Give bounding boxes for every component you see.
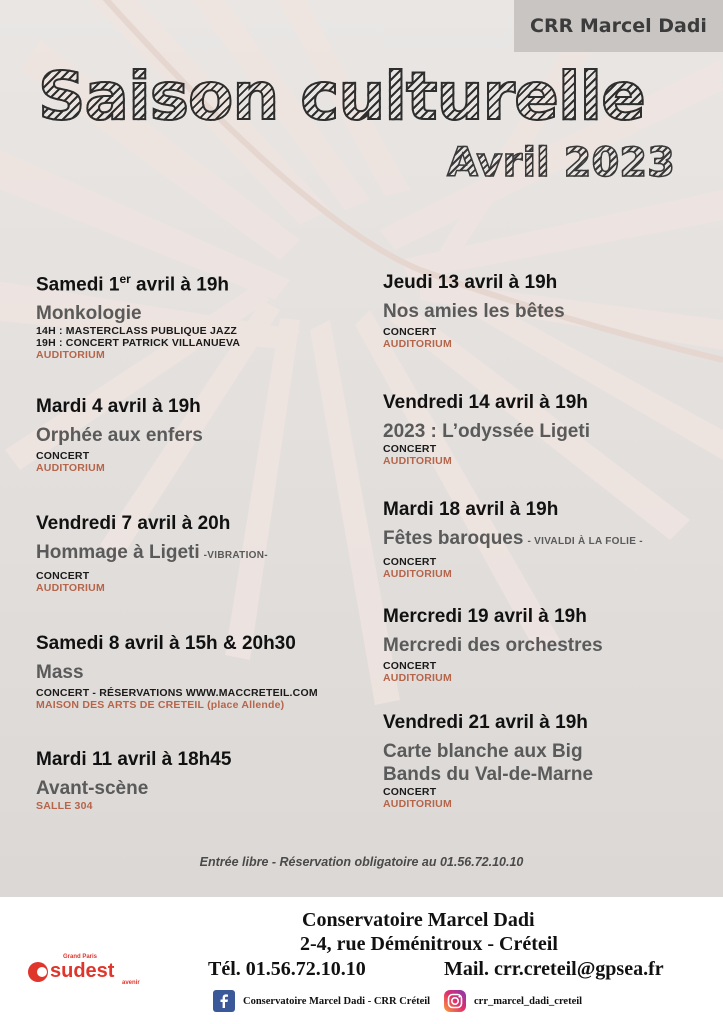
event-fetes-baroques (383, 499, 643, 580)
event-mass (36, 633, 318, 711)
event-orphee (36, 396, 203, 474)
event-hommage-ligeti (36, 513, 268, 594)
svg-text:Grand Paris: Grand Paris (63, 954, 98, 960)
event-date: Mardi 4 avril à 19h (36, 396, 201, 417)
instagram-link[interactable] (444, 990, 582, 1012)
instagram-label: crr_marcel_dadi_creteil (474, 995, 583, 1007)
event-note: -VIBRATION- (203, 550, 268, 561)
event-venue: AUDITORIUM (36, 349, 105, 362)
event-title: Avant-scène (36, 778, 149, 799)
event-detail: CONCERT (383, 326, 437, 338)
event-title: Mercredi des orchestres (383, 635, 603, 656)
event-title: Carte blanche aux Big Bands du Val-de-Marne (383, 741, 594, 785)
instagram-icon (444, 990, 466, 1012)
facebook-label: Conservatoire Marcel Dadi - CRR Créteil (243, 995, 431, 1007)
conservatoire-name: Conservatoire Marcel Dadi (302, 909, 535, 931)
event-venue: AUDITORIUM (383, 568, 452, 580)
svg-text:sudest: sudest (50, 960, 115, 982)
event-venue: SALLE 304 (36, 800, 93, 812)
event-nos-amies (383, 272, 565, 350)
event-title: Nos amies les bêtes (383, 301, 565, 322)
event-title: Monkologie (36, 303, 142, 325)
event-venue: AUDITORIUM (383, 798, 452, 810)
event-date: Mercredi 19 avril à 19h (383, 606, 587, 627)
event-title: Orphée aux enfers (36, 425, 203, 446)
event-venue: AUDITORIUM (383, 672, 452, 684)
event-detail: CONCERT (383, 443, 437, 455)
page-title: Saison culturelle (38, 58, 698, 135)
conservatoire-tag: CRR Marcel Dadi (514, 0, 723, 52)
reservation-note: Entrée libre - Réservation obligatoire au 01.56.72.10.10 (199, 855, 524, 869)
event-detail: CONCERT (36, 450, 90, 462)
event-date: Mardi 18 avril à 19h (383, 499, 559, 520)
event-title: Fêtes baroques - VIVALDI À LA FOLIE - (383, 528, 643, 549)
event-detail: 14H : MASTERCLASS PUBLIQUE JAZZ (36, 325, 238, 338)
event-venue: AUDITORIUM (383, 338, 452, 350)
grand-paris-sudest-logo (26, 950, 144, 990)
page-subtitle: Avril 2023 (446, 140, 675, 186)
event-avant-scene (36, 749, 231, 812)
event-date: Vendredi 21 avril à 19h (383, 712, 588, 733)
facebook-link[interactable] (213, 990, 430, 1012)
event-date: Jeudi 13 avril à 19h (383, 272, 558, 293)
event-monkologie (36, 272, 240, 361)
event-detail: CONCERT (383, 786, 437, 798)
event-detail: CONCERT (36, 570, 90, 582)
email-address[interactable]: Mail. crr.creteil@gpsea.fr (444, 958, 664, 980)
event-date: Samedi 8 avril à 15h & 20h30 (36, 633, 296, 654)
phone-number: Tél. 01.56.72.10.10 (208, 958, 366, 980)
event-title: 2023 : L’odyssée Ligeti (383, 421, 590, 442)
event-detail: 19H : CONCERT PATRICK VILLANUEVA (36, 337, 241, 350)
event-note: - VIVALDI À LA FOLIE - (527, 536, 643, 547)
event-detail: CONCERT - RÉSERVATIONS WWW.MACCRETEIL.COM (36, 687, 318, 699)
event-detail: CONCERT (383, 660, 437, 672)
event-venue: AUDITORIUM (36, 582, 105, 594)
event-venue: MAISON DES ARTS DE CRETEIL (place Allende) (36, 699, 285, 711)
conservatoire-address: 2-4, rue Déménitroux - Créteil (300, 933, 558, 955)
event-detail: CONCERT (383, 556, 437, 568)
event-date: Vendredi 7 avril à 20h (36, 513, 231, 534)
event-title: Mass (36, 662, 84, 683)
event-mercredi-orchestres (383, 606, 603, 684)
facebook-icon (213, 990, 235, 1012)
svg-text:avenir: avenir (122, 980, 140, 986)
event-date: Samedi 1er avril à 19h (36, 272, 230, 296)
event-odyssee-ligeti (383, 392, 590, 467)
event-carte-blanche (383, 712, 593, 810)
event-date: Mardi 11 avril à 18h45 (36, 749, 232, 770)
event-venue: AUDITORIUM (36, 462, 105, 474)
event-title: Hommage à Ligeti -VIBRATION- (36, 542, 268, 563)
event-date: Vendredi 14 avril à 19h (383, 392, 588, 413)
event-venue: AUDITORIUM (383, 455, 452, 467)
